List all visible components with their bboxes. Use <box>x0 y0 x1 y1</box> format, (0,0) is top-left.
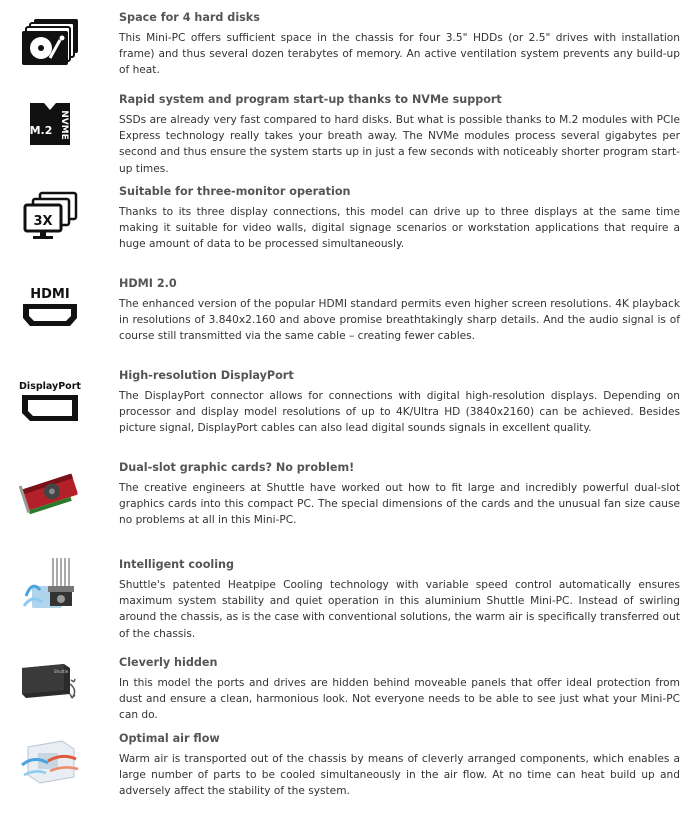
feature-title: Intelligent cooling <box>119 558 235 571</box>
m2-nvme-icon <box>14 94 86 154</box>
feature-description: Shuttle's patented Heatpipe Cooling technology with variable speed control automatically ensures maximum system stability and quiet operation in this aluminium Shuttle Mini-PC. Instead of swirling around the chassis, as is the case with conventional solutions, the warm air is specifically transferred out of the chassis. <box>119 579 680 640</box>
feature-title: Cleverly hidden <box>119 656 218 669</box>
m2-label: M.2 <box>29 124 53 137</box>
feature-description: The enhanced version of the popular HDMI standard permits even higher screen resolutions. 4K playback in resolutions of 3.840x2.160 and above promise breathtakingly sharp details. And the audio signal is of course still transmitted via the same cable – creating fewer cables. <box>119 298 680 343</box>
feature-description: In this model the ports and drives are hidden behind moveable panels that offer ideal protection from dust and ensure a clean, harmonious look. Not everyone needs to be able to see just what your Mini-PC can do. <box>119 677 680 722</box>
feature-description: The DisplayPort connector allows for connections with digital high-resolution displays. Depending on processor and display model resolutions of up to 4K/Ultra HD (3840x2160) can be achieved. Besides picture signal, DisplayPort cables can also lead digital sounds signals in excellent quality. <box>119 390 680 435</box>
graphics-card-icon <box>14 462 86 522</box>
hdmi-label: HDMI <box>30 287 70 302</box>
feature-description: Warm air is transported out of the chassis by means of cleverly arranged components, which enables a large number of parts to be cooled simultaneously in the air flow. At no time can heat build up and adversely affect the stability of the system. <box>119 753 680 798</box>
feature-title: High-resolution DisplayPort <box>119 369 294 382</box>
displayport-icon <box>14 370 86 430</box>
feature-title: Suitable for three-monitor operation <box>119 185 351 198</box>
three-monitors-icon <box>14 186 86 246</box>
feature-title: Rapid system and program start-up thanks to NVMe support <box>119 93 502 106</box>
feature-title: Optimal air flow <box>119 732 220 745</box>
feature-description: Thanks to its three display connections, this model can drive up to three displays at the same time making it suitable for video walls, digital signage scenarios or workstation applications that require a huge amount of data to be processed simultaneously. <box>119 206 680 251</box>
feature-description: SSDs are already very fast compared to hard disks. But what is possible thanks to M.2 modules with PCIe Express technology really takes your breath away. The NVMe modules process several gigabytes per second and thus ensure the system starts up in just a few seconds with noticeably shorter program start-up times. <box>119 114 680 175</box>
feature-description: This Mini-PC offers sufficient space in the chassis for four 3.5" HDDs (or 2.5" drives with installation frame) and thus several dozen terabytes of memory. An active ventilation system prevents any build-up of heat. <box>119 32 680 77</box>
displayport-label: DisplayPort <box>19 381 81 392</box>
hdmi-icon <box>14 278 86 338</box>
three-x-label: 3X <box>33 214 53 229</box>
hidden-panel-icon <box>14 653 86 713</box>
nvme-label: NVME <box>59 110 69 140</box>
feature-title: Dual-slot graphic cards? No problem! <box>119 461 355 474</box>
hard-disk-icon <box>14 12 86 72</box>
feature-description: The creative engineers at Shuttle have worked out how to fit large and incredibly powerful dual-slot graphics cards into this compact PC. The special dimensions of the cards and the unusual fan size cause no problems at all in this Mini-PC. <box>119 482 680 527</box>
feature-title: Space for 4 hard disks <box>119 11 260 24</box>
shuttle-label: Shuttle <box>54 669 69 674</box>
heatpipe-cooler-icon <box>14 557 86 617</box>
feature-title: HDMI 2.0 <box>119 277 177 290</box>
air-flow-icon <box>14 731 86 791</box>
